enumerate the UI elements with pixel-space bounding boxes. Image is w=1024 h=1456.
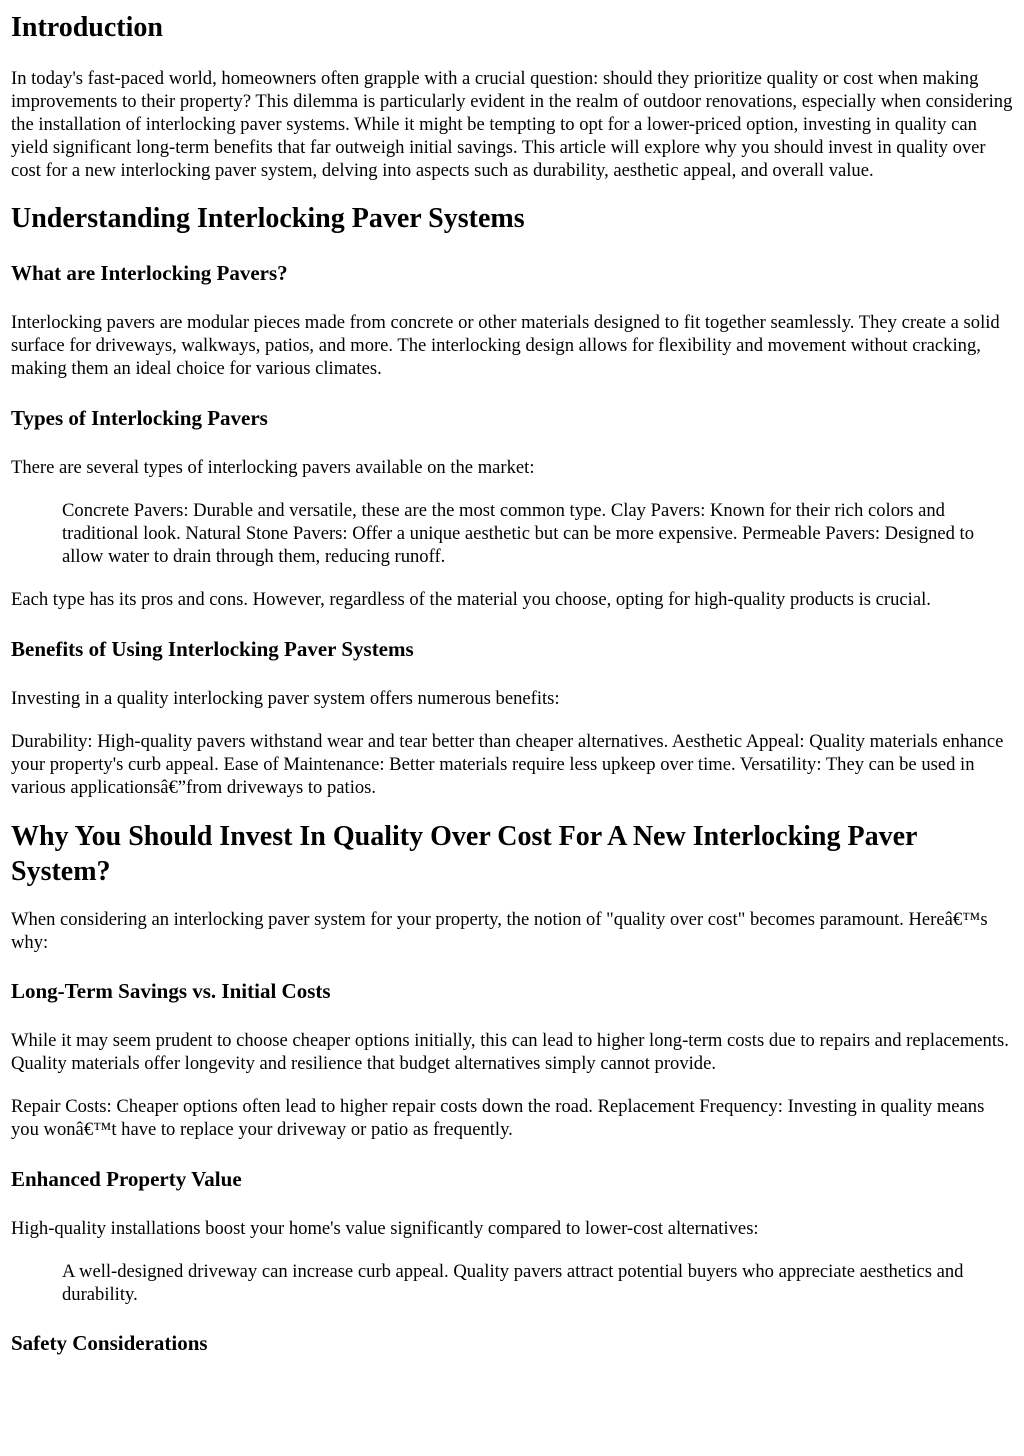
what-heading: What are Interlocking Pavers? <box>11 261 288 285</box>
benefits-heading: Benefits of Using Interlocking Paver Systems <box>11 637 414 661</box>
safety-heading: Safety Considerations <box>11 1331 208 1355</box>
types-outro: Each type has its pros and cons. However, regardless of the material you choose, opting for high-quality products is crucial. <box>11 589 931 610</box>
benefits-list: Durability: High-quality pavers withstand wear and tear better than cheaper alternatives. Aesthetic Appeal: Quality materials enhance your property's curb appeal. Ease of Maintenance: Better materials require less upkeep over time. Versatility: They can be used in various applicationsâ€”from driveways to patios. <box>11 731 1004 798</box>
value-list: A well-designed driveway can increase curb appeal. Quality pavers attract potential buyers who appreciate aesthetics and durability. <box>62 1261 964 1305</box>
benefits-intro: Investing in a quality interlocking paver system offers numerous benefits: <box>11 688 560 709</box>
types-intro: There are several types of interlocking pavers available on the market: <box>11 457 535 478</box>
savings-heading: Long-Term Savings vs. Initial Costs <box>11 979 331 1003</box>
intro-heading: Introduction <box>11 12 163 43</box>
intro-paragraph: In today's fast-paced world, homeowners often grapple with a crucial question: should they prioritize quality or cost when making improvements to their property? This dilemma is particularly evident in the realm of outdoor renovations, especially when considering the installation of interlocking paver systems. While it might be tempting to opt for a lower-priced option, investing in quality can yield significant long-term benefits that far outweigh initial savings. This article will explore why you should invest in quality over cost for a new interlocking paver system, delving into aspects such as durability, aesthetic appeal, and overall value. <box>11 68 1013 181</box>
savings-list: Repair Costs: Cheaper options often lead to higher repair costs down the road. Replacement Frequency: Investing in quality means you wonâ€™t have to replace your driveway or patio as frequently. <box>11 1096 985 1140</box>
why-heading: Why You Should Invest In Quality Over Cost For A New Interlocking Paver System? <box>11 821 917 887</box>
value-heading: Enhanced Property Value <box>11 1167 242 1191</box>
savings-paragraph: While it may seem prudent to choose cheaper options initially, this can lead to higher long-term costs due to repairs and replacements. Quality materials offer longevity and resilience that budget alternatives simply cannot provide. <box>11 1030 1009 1074</box>
understanding-heading: Understanding Interlocking Paver Systems <box>11 203 525 234</box>
why-paragraph: When considering an interlocking paver system for your property, the notion of "quality over cost" becomes paramount. Hereâ€™s why: <box>11 909 988 953</box>
article <box>0 10 1024 1356</box>
what-paragraph: Interlocking pavers are modular pieces made from concrete or other materials designed to fit together seamlessly. They create a solid surface for driveways, walkways, patios, and more. The interlocking design allows for flexibility and movement without cracking, making them an ideal choice for various climates. <box>11 312 1000 379</box>
value-intro: High-quality installations boost your home's value significantly compared to lower-cost alternatives: <box>11 1218 759 1239</box>
types-heading: Types of Interlocking Pavers <box>11 406 268 430</box>
types-list: Concrete Pavers: Durable and versatile, these are the most common type. Clay Pavers: Known for their rich colors and traditional look. Natural Stone Pavers: Offer a unique aesthetic but can be more expensive. Permeable Pavers: Designed to allow water to drain through them, reducing runoff. <box>62 500 975 567</box>
